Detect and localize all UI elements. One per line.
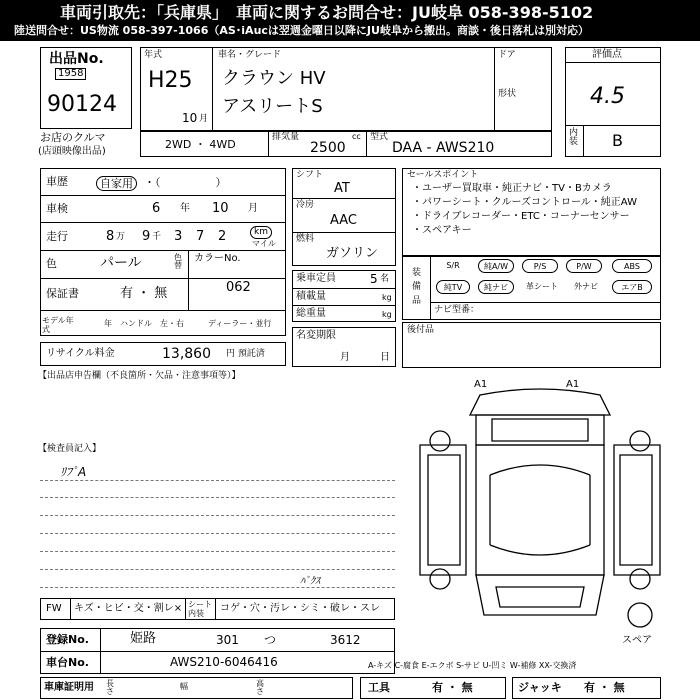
shop-label: お店のクルマ bbox=[40, 131, 106, 144]
inspection-month-unit: 月 bbox=[248, 203, 258, 214]
mileage-v4: 7 bbox=[196, 229, 205, 244]
warranty-label: 保証書 bbox=[46, 287, 79, 300]
fuel-value: ガソリン bbox=[326, 246, 379, 261]
gross-label: 総重量 bbox=[296, 308, 326, 319]
color-code: 062 bbox=[226, 280, 251, 295]
color-repaint: 色替 bbox=[174, 253, 182, 270]
certificate-width: 幅 bbox=[180, 682, 188, 691]
capacity-value: 5 bbox=[370, 272, 378, 286]
lot-label: 出品No. bbox=[49, 51, 104, 67]
equip-aw: 純A/W bbox=[478, 259, 514, 273]
door-label: ドア bbox=[498, 50, 516, 60]
inspection-month: 10 bbox=[212, 201, 229, 216]
shift-value: AT bbox=[334, 181, 350, 196]
certificate-label: 車庫証明用 bbox=[44, 682, 94, 693]
navi-model-label: ナビ型番： bbox=[434, 305, 480, 315]
fitted-label: 後付品 bbox=[407, 325, 435, 335]
model-year-handle: 年 ハンドル 左・右 bbox=[104, 319, 184, 328]
warranty-value: 有 ・ 無 bbox=[120, 286, 168, 301]
inspection-label: 車検 bbox=[46, 202, 68, 215]
registration-label: 登録No. bbox=[46, 633, 89, 646]
recycle-value: 13,860 bbox=[162, 346, 211, 362]
equipment-label: 装備品 bbox=[412, 268, 422, 306]
certificate-length: 長さ bbox=[106, 679, 114, 696]
chassis-label: 車台No. bbox=[46, 656, 89, 669]
ac-value: AAC bbox=[330, 213, 357, 228]
shift-label: シフト bbox=[296, 170, 324, 180]
capacity-unit: 名 bbox=[380, 274, 390, 284]
load-label: 積載量 bbox=[296, 291, 326, 302]
equip-pw: P/W bbox=[566, 259, 602, 273]
header-line2: 陸送問合せ：US物流 058-397-1066（AS･iAucは翌週金曜日以降にJU岐阜から搬出。商談・後日落札は別対応） bbox=[14, 24, 589, 37]
history-label: 車歴 bbox=[46, 175, 68, 188]
inspector-note: ﾘﾌﾟA bbox=[60, 465, 87, 479]
model-grade: アスリートS bbox=[222, 96, 323, 117]
diagram-note: ﾊﾞｸｽ bbox=[300, 576, 320, 587]
mileage-unit-mile: マイル bbox=[252, 239, 276, 248]
displacement-unit: cc bbox=[352, 132, 361, 141]
equip-ext-navi: 外ナビ bbox=[574, 282, 598, 291]
registration-city: 姫路 bbox=[130, 631, 157, 646]
fw-label: FW bbox=[46, 603, 62, 614]
lot-number: 90124 bbox=[47, 92, 117, 117]
sales-label: セールスポイント bbox=[407, 170, 479, 180]
deadline-label: 名変期限 bbox=[296, 330, 336, 341]
equip-leather: 革シート bbox=[526, 282, 558, 291]
color-value: パール bbox=[100, 255, 142, 271]
sales-point: ・ユーザー買取車・純正ナビ・TV・Bカメラ bbox=[412, 183, 612, 194]
year-label: 年式 bbox=[144, 50, 163, 60]
registration-number: 3612 bbox=[330, 633, 361, 647]
equip-airbag: エアB bbox=[612, 280, 652, 294]
deadline-month-unit: 月 bbox=[340, 352, 350, 363]
fw-text: キズ・ヒビ・交・割レ× bbox=[74, 603, 183, 614]
registration-class: 301 bbox=[216, 633, 239, 647]
model-label: 車名・グレード bbox=[218, 50, 282, 60]
model-name: クラウン HV bbox=[222, 68, 326, 89]
lot-box bbox=[40, 47, 132, 129]
type-label: 型式 bbox=[370, 132, 389, 142]
year-era: H25 bbox=[148, 68, 193, 93]
spare-label: スペア bbox=[622, 635, 652, 646]
sales-point: ・スペアキー bbox=[412, 225, 472, 236]
history-value: 自家用 bbox=[96, 176, 137, 191]
header-bar bbox=[0, 0, 700, 41]
car-diagram bbox=[400, 375, 680, 645]
model-year-label: モデル年式 bbox=[42, 316, 74, 334]
load-unit: kg bbox=[382, 293, 392, 302]
deadline-day-unit: 日 bbox=[380, 352, 390, 363]
mileage-v3: 3 bbox=[174, 229, 183, 244]
equip-sr: S/R bbox=[446, 261, 460, 270]
mileage-u1: 万 bbox=[116, 232, 126, 242]
gross-unit: kg bbox=[382, 310, 392, 319]
year-month-unit: 月 bbox=[199, 114, 209, 124]
recycle-label: リサイクル料金 bbox=[46, 348, 115, 359]
equip-abs: ABS bbox=[612, 259, 652, 273]
diagram-right-mark: A1 bbox=[566, 379, 580, 390]
score-value: 4.5 bbox=[590, 84, 625, 109]
shape-label: 形状 bbox=[498, 89, 517, 99]
mileage-unit-km: km bbox=[250, 226, 272, 239]
registration-kana: つ bbox=[264, 633, 277, 647]
mileage-v2: 9 bbox=[142, 229, 151, 244]
seat-label: シート内装 bbox=[188, 600, 212, 618]
report-label: 【出品店申告欄（不良箇所・欠品・注意事項等）】 bbox=[38, 371, 241, 381]
damage-legend: A-キズ C-腐食 E-エクボ S-サビ U-凹ミ W-補修 XX-交換済 bbox=[368, 661, 577, 670]
score-label: 評価点 bbox=[592, 49, 622, 60]
inspector-label: 【検査員記入】 bbox=[38, 444, 102, 454]
mileage-v1: 8 bbox=[106, 229, 115, 244]
shop-sub: (店頭映像出品) bbox=[38, 146, 106, 157]
drive-text: 2WD ・ 4WD bbox=[165, 138, 236, 151]
recycle-unit: 円 預託済 bbox=[226, 349, 265, 359]
lot-stamp: 1958 bbox=[55, 68, 86, 80]
tools-label: 工具 bbox=[368, 681, 390, 694]
ac-label: 冷房 bbox=[296, 200, 315, 210]
color-label: 色 bbox=[46, 257, 57, 270]
mileage-u2: 千 bbox=[152, 232, 162, 242]
color-code-label: カラーNo. bbox=[194, 253, 241, 264]
fuel-label: 燃料 bbox=[296, 234, 315, 244]
chassis-value: AWS210-6046416 bbox=[170, 655, 278, 669]
interior-label: 内装 bbox=[569, 128, 579, 147]
mileage-v5: 2 bbox=[218, 229, 227, 244]
equip-navi: 純ナビ bbox=[478, 280, 514, 294]
displacement-value: 2500 bbox=[310, 140, 346, 156]
header-line1: 車両引取先：「兵庫県」 車両に関するお問合せ：JU岐阜 058-398-5102 bbox=[60, 3, 594, 22]
type-value: DAA - AWS210 bbox=[392, 140, 495, 156]
year-month: 10 bbox=[182, 111, 198, 125]
sales-point: ・パワーシート・クルーズコントロール・純正AW bbox=[412, 197, 637, 208]
history-rest: ・（ ） bbox=[144, 176, 227, 189]
diagram-left-mark: A1 bbox=[474, 379, 488, 390]
mileage-label: 走行 bbox=[46, 230, 68, 243]
equip-ps: P/S bbox=[522, 259, 558, 273]
inspection-year-unit: 年 bbox=[180, 203, 190, 214]
model-year-dealer: ディーラー・並行 bbox=[208, 319, 272, 328]
interior-value: B bbox=[612, 131, 623, 150]
equip-tv: 純TV bbox=[436, 280, 470, 294]
certificate-height: 高さ bbox=[256, 679, 264, 696]
sales-point: ・ドライブレコーダー・ETC・コーナーセンサー bbox=[412, 211, 630, 222]
inspection-year: 6 bbox=[152, 201, 161, 216]
seat-text: コゲ・穴・汚レ・シミ・破レ・スレ bbox=[220, 603, 380, 614]
jack-value: 有 ・ 無 bbox=[584, 681, 625, 694]
tools-value: 有 ・ 無 bbox=[432, 681, 473, 694]
fitted-box bbox=[402, 322, 661, 368]
capacity-label: 乗車定員 bbox=[296, 273, 336, 284]
displacement-label: 排気量 bbox=[272, 132, 300, 142]
jack-label: ジャッキ bbox=[518, 681, 562, 694]
